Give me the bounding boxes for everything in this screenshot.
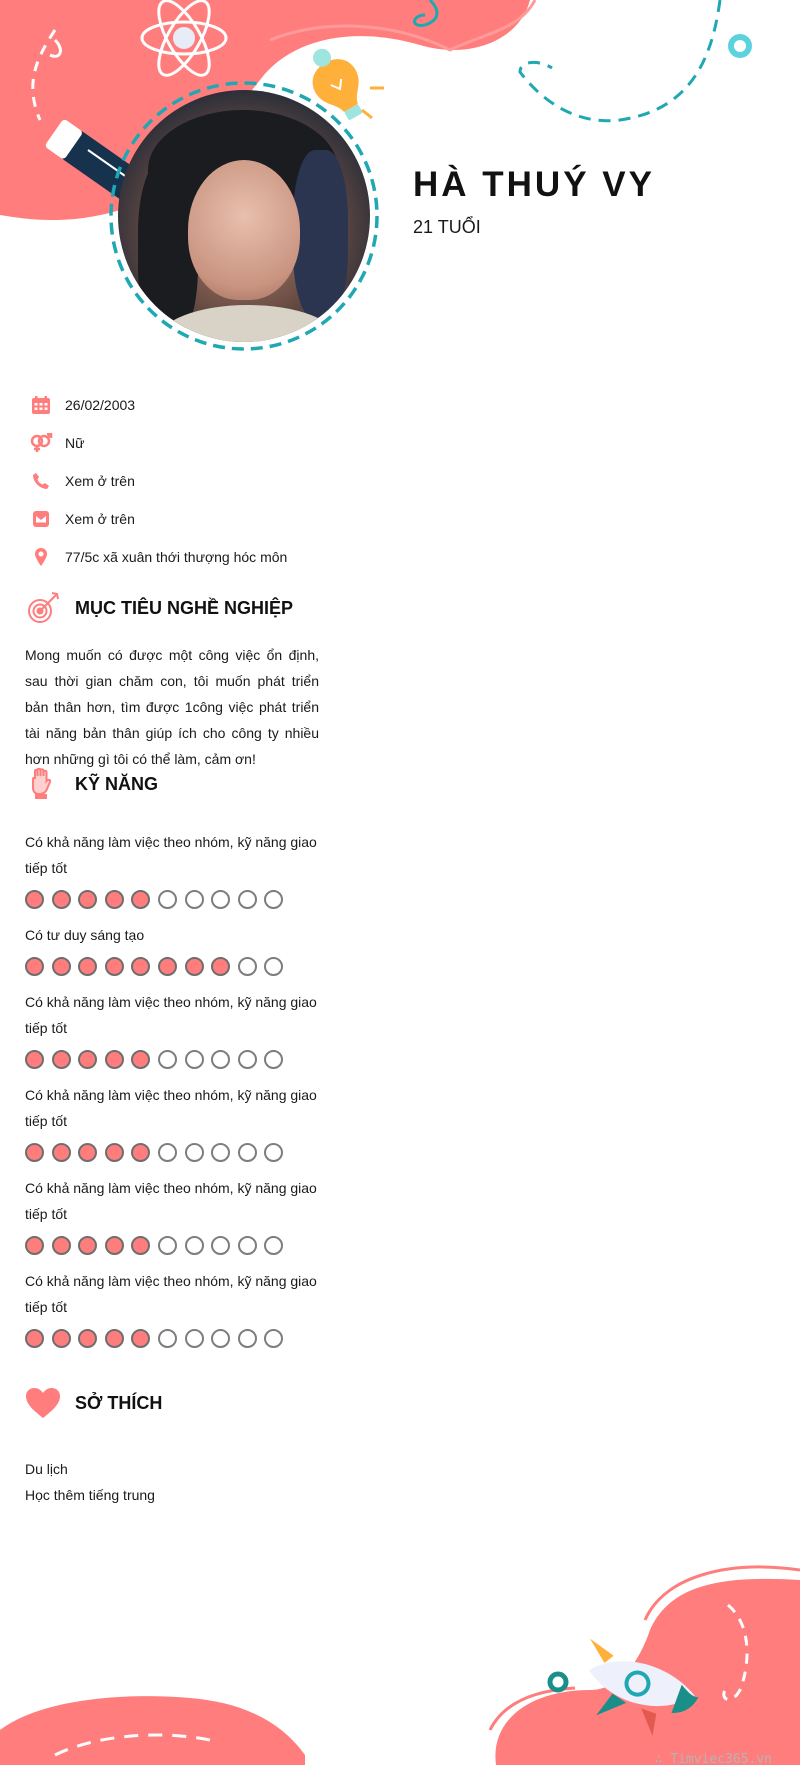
info-row-gender — [28, 424, 448, 462]
candidate-name: HÀ THUÝ VY — [413, 165, 655, 204]
rating-dot-filled — [25, 1143, 44, 1162]
teal-dashed-curve — [520, 0, 720, 121]
rating-dot-filled — [185, 957, 204, 976]
objective-heading — [24, 590, 293, 626]
rating-dot-empty — [264, 1143, 283, 1162]
skill-name: Có tư duy sáng tạo — [25, 927, 145, 943]
rating-dot-filled — [105, 1050, 124, 1069]
skills-list — [25, 829, 325, 1361]
info-row-email — [28, 500, 448, 538]
skills-heading — [24, 766, 158, 802]
rating-dot-empty — [238, 1050, 257, 1069]
rating-dot-filled — [131, 957, 150, 976]
rating-dot-filled — [52, 957, 71, 976]
avatar-face — [188, 160, 300, 300]
rating-dot-filled — [105, 890, 124, 909]
skill-item — [25, 1082, 325, 1162]
rating-dot-filled — [131, 1236, 150, 1255]
skill-name: Có khả năng làm việc theo nhóm, kỹ năng giao tiếp tốt — [25, 994, 317, 1036]
gender-value: Nữ — [65, 435, 85, 451]
target-icon — [24, 590, 62, 626]
rating-dot-filled — [52, 1050, 71, 1069]
rating-dot-filled — [105, 1143, 124, 1162]
phone-value: Xem ở trên — [65, 473, 135, 489]
skill-item — [25, 922, 325, 976]
rating-dot-empty — [264, 957, 283, 976]
contact-info — [28, 386, 448, 576]
rating-dot-filled — [78, 1236, 97, 1255]
rating-dot-empty — [211, 1143, 230, 1162]
calendar-icon — [28, 394, 54, 416]
address-value: 77/5c xã xuân thới thượng hóc môn — [65, 549, 288, 565]
hobbies-list — [25, 1456, 325, 1508]
rating-dot-empty — [158, 890, 177, 909]
gender-icon — [28, 432, 54, 454]
rating-dot-filled — [105, 1236, 124, 1255]
skill-name: Có khả năng làm việc theo nhóm, kỹ năng giao tiếp tốt — [25, 1180, 317, 1222]
skill-rating — [25, 957, 325, 976]
email-icon — [28, 508, 54, 530]
teal-ring — [731, 37, 749, 55]
skill-name: Có khả năng làm việc theo nhóm, kỹ năng giao tiếp tốt — [25, 834, 317, 876]
rating-dot-filled — [25, 1329, 44, 1348]
rating-dot-filled — [131, 890, 150, 909]
skill-item — [25, 829, 325, 909]
rating-dot-filled — [25, 890, 44, 909]
avatar — [118, 90, 370, 342]
candidate-age: 21 TUỔI — [413, 217, 481, 237]
rating-dot-filled — [78, 890, 97, 909]
objective-text: Mong muốn có được một công việc ổn định, sau thời gian chăm con, tôi muốn phát triển bản thân hơn, tìm được 1công việc phát triển tài năng bản thân giúp ích cho công ty nhiều hơn những gì tôi có thể làm, cảm ơn! — [25, 647, 319, 767]
phone-icon — [28, 470, 54, 492]
rating-dot-empty — [264, 1236, 283, 1255]
skill-rating — [25, 1143, 325, 1162]
rating-dot-filled — [78, 1050, 97, 1069]
skill-name: Có khả năng làm việc theo nhóm, kỹ năng giao tiếp tốt — [25, 1087, 317, 1129]
fist-icon — [24, 766, 62, 802]
hobby-item: Du lịch — [25, 1461, 68, 1477]
rating-dot-filled — [52, 1329, 71, 1348]
info-row-phone — [28, 462, 448, 500]
rating-dot-empty — [185, 1143, 204, 1162]
teal-ring-small — [550, 1674, 566, 1690]
skill-item — [25, 989, 325, 1069]
rating-dot-empty — [238, 1143, 257, 1162]
rating-dot-filled — [78, 1143, 97, 1162]
rating-dot-filled — [78, 957, 97, 976]
info-row-address — [28, 538, 448, 576]
rating-dot-filled — [131, 1050, 150, 1069]
birthday-value: 26/02/2003 — [65, 397, 136, 413]
rating-dot-empty — [185, 1236, 204, 1255]
bottom-left-blob — [0, 1696, 305, 1765]
hobby-item: Học thêm tiếng trung — [25, 1487, 155, 1503]
rating-dot-empty — [211, 890, 230, 909]
heart-icon — [24, 1385, 62, 1421]
rating-dot-empty — [264, 1050, 283, 1069]
hobbies-title: SỞ THÍCH — [75, 1392, 163, 1413]
hobbies-heading — [24, 1385, 162, 1421]
rating-dot-empty — [238, 1329, 257, 1348]
skill-rating — [25, 1236, 325, 1255]
rating-dot-filled — [25, 1050, 44, 1069]
rating-dot-empty — [264, 1329, 283, 1348]
bulb-ray — [362, 110, 372, 118]
rating-dot-filled — [25, 1236, 44, 1255]
rating-dot-filled — [78, 1329, 97, 1348]
rating-dot-filled — [211, 957, 230, 976]
rating-dot-empty — [211, 1236, 230, 1255]
rating-dot-filled — [52, 890, 71, 909]
rating-dot-empty — [158, 1050, 177, 1069]
skill-name: Có khả năng làm việc theo nhóm, kỹ năng giao tiếp tốt — [25, 1273, 317, 1315]
rating-dot-filled — [131, 1329, 150, 1348]
avatar-background — [293, 150, 348, 320]
rating-dot-filled — [131, 1143, 150, 1162]
location-pin-icon — [28, 546, 54, 568]
rating-dot-empty — [185, 1329, 204, 1348]
rating-dot-empty — [158, 1236, 177, 1255]
skill-item — [25, 1175, 325, 1255]
rating-dot-empty — [238, 890, 257, 909]
rating-dot-filled — [105, 957, 124, 976]
rating-dot-empty — [211, 1050, 230, 1069]
rating-dot-empty — [264, 890, 283, 909]
rating-dot-empty — [158, 1329, 177, 1348]
skill-rating — [25, 1050, 325, 1069]
rating-dot-filled — [25, 957, 44, 976]
rating-dot-empty — [238, 957, 257, 976]
rating-dot-empty — [238, 1236, 257, 1255]
skill-rating — [25, 890, 325, 909]
rating-dot-filled — [52, 1143, 71, 1162]
rating-dot-empty — [185, 890, 204, 909]
info-row-birthday — [28, 386, 448, 424]
skill-rating — [25, 1329, 325, 1348]
brand-watermark: ∴ Timviec365.vn — [654, 1752, 772, 1767]
rating-dot-filled — [52, 1236, 71, 1255]
email-value: Xem ở trên — [65, 511, 135, 527]
rating-dot-empty — [185, 1050, 204, 1069]
rating-dot-filled — [158, 957, 177, 976]
objective-title: MỤC TIÊU NGHỀ NGHIỆP — [75, 597, 294, 618]
skills-title: KỸ NĂNG — [75, 773, 159, 794]
skill-item — [25, 1268, 325, 1348]
rating-dot-filled — [105, 1329, 124, 1348]
rating-dot-empty — [211, 1329, 230, 1348]
rating-dot-empty — [158, 1143, 177, 1162]
